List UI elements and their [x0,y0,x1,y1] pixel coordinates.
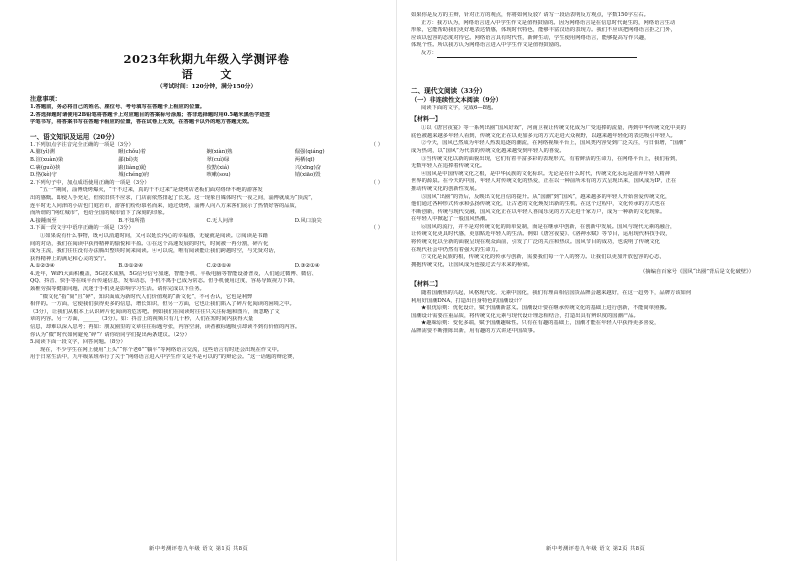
exam-meta: （考试时间：120分钟，满分150分） [156,84,257,90]
material-one-text: 无数年轻人在追捧着传统文化。 [411,163,486,170]
option-cell: 瞅(chǒu)着 [118,149,146,156]
material-one-text: ②今天，国风已然成为年轻人热衷追逐的潮流，在网络视频平台上，国风类内容受到广泛关注，与日俱增，“国潮” [421,140,686,147]
option-d: D.③②①④ [294,263,320,270]
material-one-text: 世界的源泉。在今天的中国，年轻人对传统文化的热爱，正在以一种前所未有的方式呈现出来，国风成为IP，正在 [411,178,677,185]
question-5-passage: 正方：我方认为，网络语言进入中学生作文是值得鼓励的。因为网络语言是在信息时代诞生的，网络语言生动 [421,19,676,26]
question-3-options [30,263,383,271]
question-2-passage: “五一”期间，淄博烧烤爆火，“干不过来，真的干不过来”是烧烤店老板们面对络绎不绝的游客发 [40,187,263,194]
question-4-text: 你认为“微”时代如何避免“碎”？请你给同学们提出两条建议。（2分） [30,331,190,338]
question-1-row [30,172,383,180]
option-d: D.风口浪尖 [294,217,322,224]
question-2-passage: 而所谓的“网红城市”，也给全国的城市留下了深刻的印象。 [30,210,168,217]
option-cell: 咳嗽(sou) [206,172,231,179]
material-one-text: 在年轻人中掀起了一股国风热潮。 [411,216,491,223]
option-cell: A.臆(yì)测 [30,149,55,156]
question-5-text: 现在，不少学生在网上使用“上头”“你个老6”“躺平”等网络语言交流，这些语言有时还会出现在作文中。 [40,346,283,353]
question-4-text: 相伴的。一方面，它使我们获得更多的信息，增长知识，但另一方面，它也让我们陷入了碎片化阅读的困境之中。 [30,301,295,308]
option-cell: 踉(liàng)跄 [118,164,147,171]
material-one-text: ⑤国风“出圈”的背后，反映出文化自信的提升。从“国潮”到“国风”，越来越多的年轻人开始喜爱传统文化， [421,193,671,200]
material-one-text: 拥抱传统文化，让国风成为连接过去与未来的桥梁。 [411,261,533,268]
answer-paren: （ ） [370,141,383,148]
page-footer: 新中考测评卷九年级 语文 第2页 共8页 [545,546,646,552]
question-4-text: 章的内容。另一方面，______（3分）。如：抖音上的视频只有几十秒，人们在短时间内获得大量 [30,316,254,323]
question-4-text: “微文化”指“简”且“碎”，知识面成为新时代人们价值观的“新文化”，不可否认，它也是利弊 [40,293,253,300]
option-b: B.③①②④ [118,263,143,270]
option-cell: C.裹(guǒ)挟 [30,164,61,171]
reading-instruction: 阅读下面的文字，完成6—8题。 [421,104,497,111]
option-cell: 翠(cuì)绿 [206,156,230,163]
material-one-text: 将传统文化以全新的面貌呈现在观众面前，引发了广泛的关注和热议。国风节目的成功，也说明了传统文化 [411,239,660,246]
question-3-passage: 成为主流，我们往往没有办法腾出整块时间来阅读。④可以说，唯有阅读能让我们跨越时空，与先贤对话， [30,248,279,255]
question-1-row [30,149,383,157]
question-1-row [30,157,383,165]
question-5-passage: 应该以包容的态度对待它。网络语言具有时代性，新鲜生动，学生使用网络语言，能够提高写作兴趣， [411,34,650,41]
answer-paren: （ ） [370,179,383,186]
option-b: B.不知所措 [118,217,146,224]
option-cell: B.渲(xuàn)染 [30,156,64,163]
material-one-text: ⑦文化是民族的根，传统文化的传承与创新，需要我们每一个人的努力。让我们以更加开放包容的心态， [421,254,665,261]
question-5-text: 5.阅读下面一段文字，回答问题。（8分） [30,339,126,346]
notice-line: 2.答选择题时请使用2B铅笔将答题卡上对应题目的答案标号涂黑；答非选择题时用0.5毫米黑色字迹签 [30,111,271,118]
question-5-passage: 体现个性。所以我方认为网络语言进入中学生作文是值得鼓励的。 [411,42,565,49]
question-4-text: QQ、抖音、快手等在线平台传递信息，发布动态，手机不离手已成为常态。但手机使用过度，容易导致视力下降， [30,278,299,285]
fanfang-label: 反方： [421,49,437,56]
material-one-text: 底色被越来越多年轻人看到，传统文化正在以更加多元的方式走进大众视野，以越来越年轻化的表达吸引年轻人。 [411,132,676,139]
material-two-label: 【材料二】 [411,281,442,289]
question-5-instruction: 如果你是反方的主辩，针对正方的观点，你将如何反驳？请写一段话表明反方观点，字数150字左右。 [411,12,649,18]
material-one-source: （摘编自百家号《国风“出圈”背后是文化破壁》） [639,269,754,276]
material-one-text: ③当传统文化以新的面貌出现，它们有着丰富多彩的表现形式，有着鲜活的生命力，在网络平台上，我们看到， [421,155,681,162]
material-one-text: ⑥国风的流行，并不是对传统文化的简单复制，而是在继承中创新，在创新中发展。国风与现代元素的融合， [421,223,676,230]
answer-blank[interactable] [437,52,637,58]
material-two-text: 利用好国潮DNA，打造出自身特色的国潮设计？ [411,297,525,304]
subsection-heading: （一）非连续性文本阅读（9分） [411,96,502,104]
option-c: C.②③①④ [206,263,232,270]
question-3-stem [30,225,383,233]
option-cell: 两栖(qī) [294,156,315,163]
option-cell: 销(xiāo)毁 [294,172,321,179]
material-one-text: 在现代社会中仍然有着强大的生命力。 [411,246,502,253]
notice-line: 1.答题前，务必将自己的姓名、座位号、考号填写在答题卡上相应的位置。 [30,104,206,110]
question-4-text: 4.近年，WiFi大面积覆盖，5G技术成熟，5G信号信号加速，智能手机、平板电脑等智能设备普及，人们通过微博、微信、 [30,270,317,277]
question-3-passage: ①如果说有什么事物，既可以消遣时间，又可以延长内心的幸福感，无疑就是阅读。②阅读是书籍 [40,232,268,239]
exam-title: 2023年秋期九年级入学测评卷 [123,52,290,66]
question-2-passage: 出的感慨。即使人手充足，但依旧供不应求，门店前依然排起了长龙。这一现象自媒体时代一夜之间，淄博就成为“顶流”， [30,194,317,201]
question-4-text: 颈椎劳损等健康问题，沉迷于手机更是影响学习生活。请你完成以下任务。 [30,286,205,293]
material-one-text: 成为热词，以“国风”为代表的传统文化越来越受到年轻人的喜爱。 [411,147,565,154]
question-3-passage: 获得精神上的满足和心灵的安宁。 [30,255,110,262]
option-cell: 兴(xīng)奋 [294,164,321,171]
option-cell: D.恪(kè)守 [30,172,57,179]
exam-subject: 语 文 [181,68,244,81]
section-one-heading: 一、语文知识及运用（20分） [30,132,119,141]
material-one-text: 不断创新，传统与现代交融，国风文化正在以年轻人喜闻乐见的方式走进千家万户，成为一种新的文化现象。 [411,208,666,215]
question-4-text: （3分），让我们从根本上认识碎片化阅读的危害吧。例如我们在阅读时往往只关注标题和图片，而忽略了文 [30,308,280,315]
option-a: A.接踵而至 [30,217,57,224]
page-footer: 新中考测评卷九年级 语文 第1页 共8页 [148,546,249,552]
option-cell: 城(chéng)府 [118,172,150,179]
answer-line[interactable] [411,50,764,58]
option-a: A.①②③④ [30,263,55,270]
material-two-text: ★很优原则：优化设计，赋予国潮新意义。国潮设计要在继承传统文化的基础上进行创新，不能简单照搬。 [421,305,670,312]
question-1-text: 1.下列加点字注音完全正确的一项是（3分） [30,141,134,148]
section-two-heading: 二、现代文阅读（33分） [411,86,487,95]
option-cell: 鄙(bǐ)夷 [118,156,139,163]
material-two-text: 品牌需要不断推陈出新，用有趣的方式讲述中国故事。 [411,328,539,334]
material-two-text: ★趣味原则：变化多端，赋予国潮趣味性。只有在有趣的基础上，国潮才能在年轻人中获得更多喜爱， [421,320,660,327]
question-5-text: 用于日常生活中，九年级某班举行了关于“网络语言进入中学生作文是不是可以的”的辩论会。“这一话题的辩论赛， [30,354,298,361]
page-two [397,0,794,561]
question-5-passage: 形象，它能帮助我们更好地表达情感，体现时代特色，能够丰富汉语的表现力。我们不应该把网络语言拒之门外， [411,27,676,34]
material-two-text: 国潮设计需要注重品质，将传统文化元素与现代设计理念相结合，打造出具有辨识度的国潮产品。 [411,312,639,319]
material-two-text: 随着国潮热的兴起，风格现代化、元素中国化，我们有理由相信国货品牌会越来越好，在这一趋势下，品牌方该如何 [421,290,692,297]
answer-paren: （ ） [370,225,383,232]
question-2-text: 2.下列句子中，加点成语使用正确的一项是（3分） [30,179,150,186]
material-one-text: ①以《唐宫夜宴》等一系列出圈“国风好戏”，河南卫视让传统文化成为广受追捧的流量，再到中华传统文化中美的 [421,125,686,132]
material-one-text: 他们通过各种形式传承和弘扬传统文化，让古老的文化焕发出新的生机。在这个过程中，文化传承的方式也在 [411,201,666,208]
option-cell: 狡黠(xiá) [206,164,230,171]
question-4-text: 信息，却难以深入思考；再如：朋友圈里的文章往往标题夸张，内容空洞，读者被标题吸引却读不到有价值的内容。 [30,324,301,331]
notice-line: 字笔书写，将答案书写在答题卡相应的位置，答在试卷上无效，在答题卡以外的地方答题无效。 [30,119,253,126]
option-c: C.无人问津 [206,217,234,224]
question-3-text: 3.下面一段文字中语序正确的一项是（3分） [30,225,134,232]
material-one-text: 让传统文化更具时代感，更加贴近年轻人的生活。例如《唐宫夜宴》、《洛神水赋》等节目，运用现代科技手段， [411,231,671,238]
material-one-text: ④国风是中国传统文化之根，是中华民族的文化标识。无论是在什么时代，传统文化永远是滋养年轻人精神 [421,170,670,177]
option-cell: 倔强(qiáng) [294,149,325,156]
notice-title: 注意事项： [30,96,61,103]
question-2-passage: 连平时无人问津的小店也门庭若市，游客们纷纷慕名而来，通过烧烤，淄博人向八方来客们展示了热情好客的品质， [30,202,301,209]
material-one-label: 【材料一】 [411,116,442,124]
option-cell: 娴(xiàn)熟 [206,149,233,156]
material-one-text: 推动传统文化的创新性发展。 [411,185,480,192]
question-3-passage: 间的对话，我们在阅读中获得精神的愉悦和丰盈。③在这个高速发展的时代，时间被一再分割，碎片化 [30,240,269,247]
question-2-stem [30,180,383,188]
